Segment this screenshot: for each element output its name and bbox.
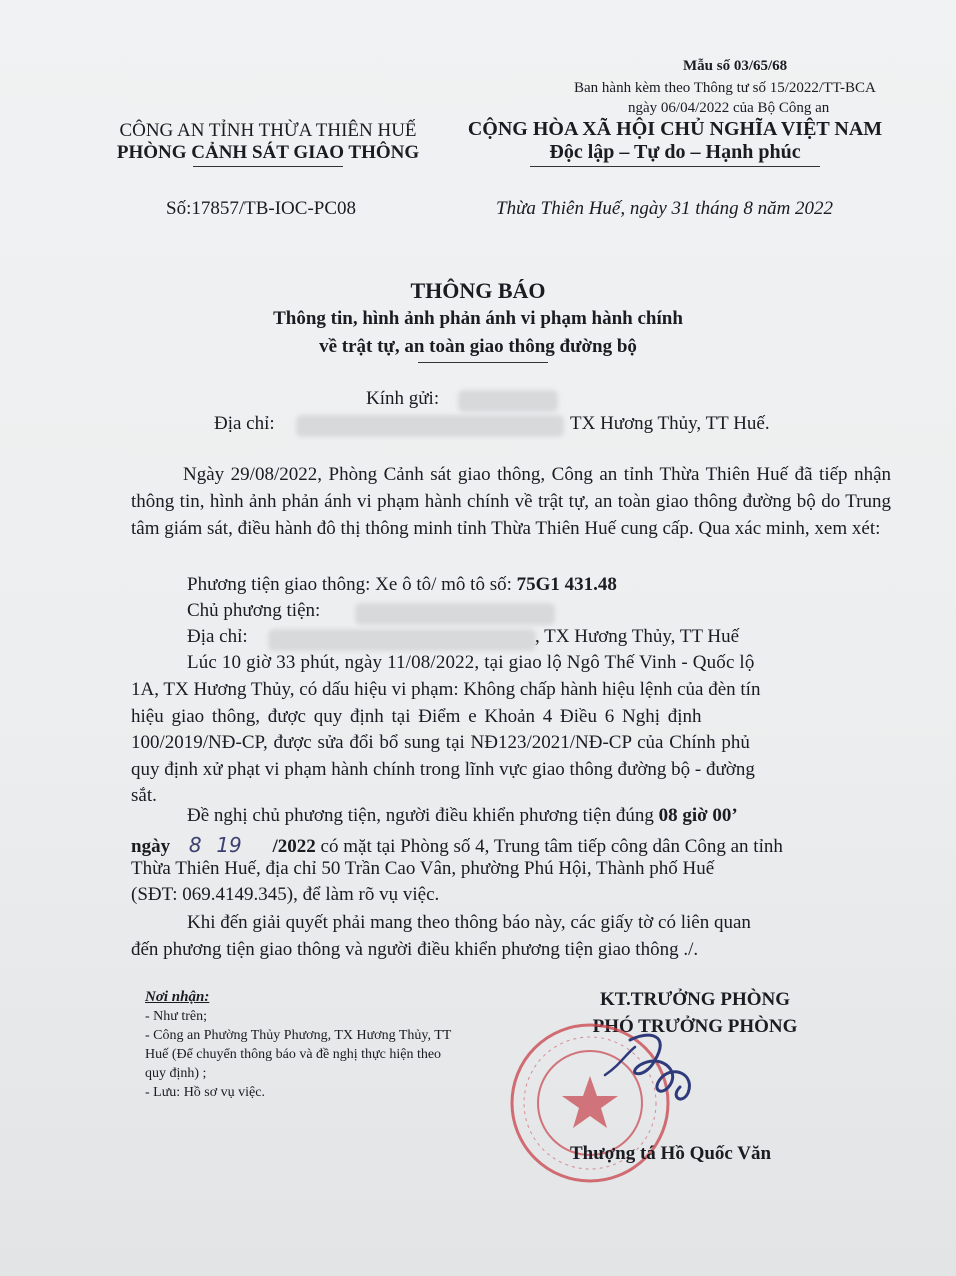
owner-address-tail: , TX Hương Thủy, TT Huế bbox=[535, 626, 740, 647]
handwritten-day: 8 bbox=[188, 833, 202, 857]
document-date: Thừa Thiên Huế, ngày 31 tháng 8 năm 2022 bbox=[496, 198, 834, 219]
vehicle-plate: 75G1 431.48 bbox=[516, 574, 617, 595]
document-number: Số:17857/TB-IOC-PC08 bbox=[166, 198, 357, 219]
agency-rule bbox=[193, 166, 343, 167]
violation-line-5: quy định xử phạt vi phạm hành chính trong lĩnh vực giao thông đường bộ - đường bbox=[131, 759, 755, 780]
nation-motto: Độc lập – Tự do – Hạnh phúc bbox=[549, 141, 801, 163]
subtitle-rule bbox=[418, 362, 548, 363]
signature-icon bbox=[600, 1025, 720, 1120]
violation-line-4: 100/2019/NĐ-CP, được sửa đổi bổ sung tại NĐ123/2021/NĐ-CP của Chính phủ bbox=[131, 732, 750, 753]
signature-title-2: PHÓ TRƯỞNG PHÒNG bbox=[592, 1016, 798, 1037]
vehicle-line bbox=[187, 574, 617, 596]
closing-line-1: Khi đến giải quyết phải mang theo thông báo này, các giấy tờ có liên quan bbox=[187, 912, 751, 933]
form-number: Mẫu số 03/65/68 bbox=[683, 58, 788, 74]
summons-text-2: có mặt tại Phòng số 4, Trung tâm tiếp công dân Công an tỉnh bbox=[315, 836, 783, 857]
owner-address-label: Địa chỉ: bbox=[187, 626, 248, 647]
issuance-note-2: ngày 06/04/2022 của Bộ Công an bbox=[628, 100, 830, 116]
agency-name-2: PHÒNG CẢNH SÁT GIAO THÔNG bbox=[116, 142, 420, 163]
nation-rule bbox=[530, 166, 820, 167]
vehicle-label: Phương tiện giao thông: Xe ô tô/ mô tô số: bbox=[187, 574, 517, 595]
nation-name: CỘNG HÒA XÃ HỘI CHỦ NGHĨA VIỆT NAM bbox=[467, 118, 883, 140]
summons-text-1: Đề nghị chủ phương tiện, người điều khiển phương tiện đúng bbox=[187, 805, 659, 826]
redacted-owner-address bbox=[268, 629, 536, 651]
recipient-item: - Công an Phường Thủy Phương, TX Hương Thủy, TT Huế (Để chuyển thông báo và đề nghị thực hiện theo quy định) ; bbox=[145, 1028, 452, 1081]
nation-header bbox=[450, 118, 900, 167]
violation-line-2: 1A, TX Hương Thủy, có dấu hiệu vi phạm: Không chấp hành hiệu lệnh của đèn tín bbox=[131, 679, 761, 700]
agency-name-1: CÔNG AN TỈNH THỪA THIÊN HUẾ bbox=[119, 120, 417, 141]
violation-line-1: Lúc 10 giờ 33 phút, ngày 11/08/2022, tại giao lộ Ngô Thế Vinh - Quốc lộ bbox=[187, 652, 755, 673]
page-title: THÔNG BÁO bbox=[410, 278, 546, 303]
redacted-recipient bbox=[458, 390, 558, 412]
summons-year: /2022 bbox=[272, 836, 316, 857]
recipient-address-tail: TX Hương Thủy, TT Huế. bbox=[570, 413, 770, 434]
signer-name: Thượng tá Hồ Quốc Văn bbox=[570, 1143, 772, 1164]
agency-header bbox=[68, 120, 468, 167]
violation-line-3: hiệu giao thông, được quy định tại Điểm e Khoản 4 Điều 6 Nghị định bbox=[131, 706, 702, 727]
signature-title-1: KT.TRƯỞNG PHÒNG bbox=[600, 989, 790, 1010]
recipients-heading: Nơi nhận: bbox=[145, 989, 210, 1005]
recipient-item: - Lưu: Hồ sơ vụ việc. bbox=[145, 1085, 265, 1100]
recipient-item: - Như trên; bbox=[145, 1009, 208, 1024]
summons-line-1 bbox=[187, 805, 738, 827]
summons-line-4: (SĐT: 069.4149.345), để làm rõ vụ việc. bbox=[131, 884, 440, 905]
summons-line-3: Thừa Thiên Huế, địa chỉ 50 Trần Cao Vân, phường Phú Hội, Thành phố Huế bbox=[131, 858, 715, 879]
closing-line-2: đến phương tiện giao thông và người điều khiển phương tiện giao thông ./. bbox=[131, 939, 699, 960]
violation-line-6: sắt. bbox=[131, 785, 157, 806]
subtitle-1: Thông tin, hình ảnh phản ánh vi phạm hành chính bbox=[273, 308, 683, 329]
paragraph-intro: Ngày 29/08/2022, Phòng Cảnh sát giao thông, Công an tỉnh Thừa Thiên Huế đã tiếp nhận thông tin, hình ảnh phản ánh vi phạm hành chính về trật tự, an toàn giao thông đường bộ do Trung tâm giám sát, điều hành đô thị thông minh tỉnh Thừa Thiên Huế cung cấp. Qua xác minh, xem xét: bbox=[131, 464, 891, 539]
summons-line-2 bbox=[131, 833, 783, 858]
summons-time: 08 giờ 00’ bbox=[658, 805, 738, 826]
owner-label: Chủ phương tiện: bbox=[187, 600, 321, 621]
recipient-label: Kính gửi: bbox=[366, 388, 440, 409]
redacted-owner bbox=[355, 603, 555, 625]
issuance-note-1: Ban hành kèm theo Thông tư số 15/2022/TT-BCA bbox=[574, 80, 876, 96]
redacted-recipient-address bbox=[296, 415, 564, 437]
subtitle-2: về trật tự, an toàn giao thông đường bộ bbox=[319, 336, 637, 357]
recipients-list bbox=[145, 988, 505, 1102]
handwritten-month: 19 bbox=[216, 833, 242, 857]
recipient-address-label: Địa chỉ: bbox=[214, 413, 275, 434]
summons-day-label: ngày bbox=[131, 836, 171, 857]
